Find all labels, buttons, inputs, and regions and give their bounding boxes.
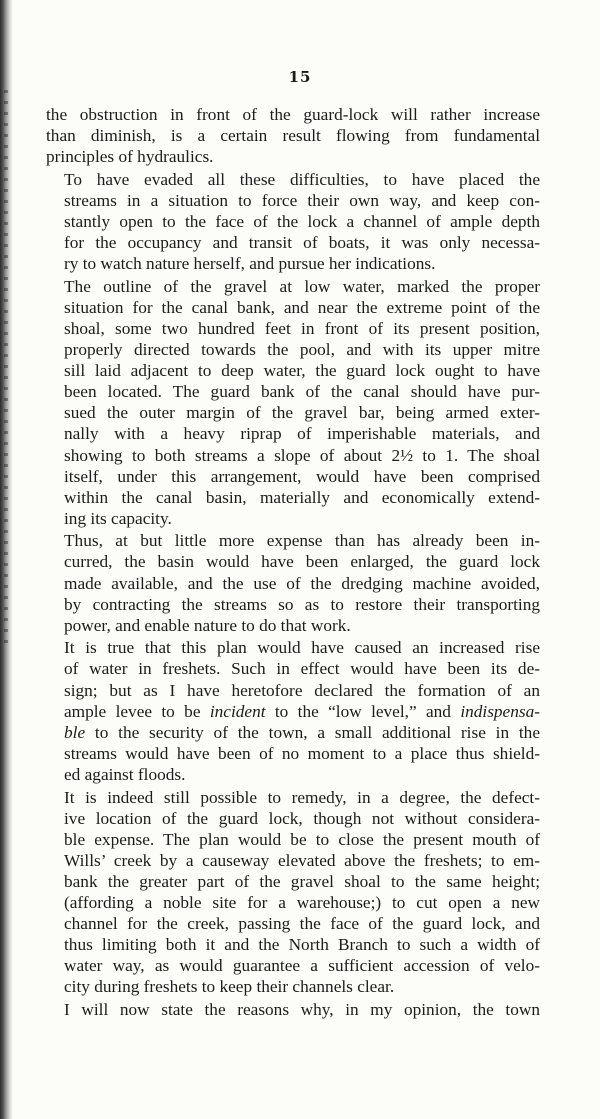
text-line: sill laid adjacent to deep water, the guard lock ought to have	[64, 361, 540, 381]
text-line: Thus, at but little more expense than has already been in-	[64, 531, 540, 551]
text-line: ry to watch nature herself, and pursue her indications.	[64, 254, 436, 274]
paragraph	[46, 787, 540, 998]
paragraph	[46, 104, 540, 167]
page-number: 15	[288, 68, 312, 86]
text-line: shoal, some two hundred feet in front of its present position,	[64, 318, 540, 338]
text-line: (affording a noble site for a warehouse;) to cut open a new	[64, 892, 540, 912]
binding-marks	[4, 90, 8, 650]
text-line: of water in freshets. Such in effect would have been its de-	[64, 659, 540, 679]
text-line: water way, as would guarantee a sufficient accession of velo-	[64, 956, 540, 976]
text-line: than diminish, is a certain result flowing from fundamental	[46, 126, 540, 146]
text-line: the obstruction in front of the guard-lock will rather increase	[46, 105, 540, 124]
text-line: ive location of the guard lock, though not without considera-	[64, 808, 540, 828]
text-line: thus limiting both it and the North Branch to such a width of	[64, 935, 540, 955]
scanned-binding-edge	[0, 0, 13, 1119]
text-line: ed against floods.	[64, 764, 186, 784]
text-line: It is true that this plan would have caused an increased rise	[64, 638, 540, 658]
text-line: showing to both streams a slope of about 2½ to 1. The shoal	[64, 445, 540, 465]
text-line: sued the outer margin of the gravel bar, being armed exter-	[64, 403, 540, 423]
text-line: principles of hydraulics.	[46, 147, 214, 167]
paragraph	[46, 530, 540, 635]
text-line: curred, the basin would have been enlarged, the guard lock	[64, 552, 540, 572]
text-line: Wills’ creek by a causeway elevated above the freshets; to em-	[64, 850, 540, 870]
text-line: power, and enable nature to do that work.	[64, 615, 351, 635]
text-line: by contracting the streams so as to restore their transporting	[64, 594, 540, 614]
text-line: properly directed towards the pool, and with its upper mitre	[64, 340, 540, 360]
text-line: ble to the security of the town, a small additional rise in the	[64, 722, 540, 742]
text-line: ing its capacity.	[64, 508, 172, 528]
text-line: bank the greater part of the gravel shoal to the same height;	[64, 871, 540, 891]
text-line: It is indeed still possible to remedy, in a degree, the defect-	[64, 787, 540, 807]
text-line: sign; but as I have heretofore declared the formation of an	[64, 680, 540, 700]
text-line: channel for the creek, passing the face of the guard lock, and	[64, 914, 540, 934]
text-line: I will now state the reasons why, in my opinion, the town	[64, 999, 540, 1019]
text-line: nally with a heavy riprap of imperishable materials, and	[64, 424, 540, 444]
paragraph	[46, 999, 540, 1020]
text-line: within the canal basin, materially and economically extend-	[64, 487, 540, 507]
text-line: ble expense. The plan would be to close the present mouth of	[64, 829, 540, 849]
text-line: The outline of the gravel at low water, marked the proper	[64, 276, 540, 296]
text-line: stantly open to the face of the lock a channel of ample depth	[64, 211, 540, 231]
body-text	[46, 104, 540, 1022]
text-line: streams in a situation to force their own way, and keep con-	[64, 190, 540, 210]
text-line: ample levee to be incident to the “low level,” and indispensa-	[64, 701, 540, 721]
text-line: itself, under this arrangement, would have been comprised	[64, 466, 540, 486]
text-line: streams would have been of no moment to a place thus shield-	[64, 743, 540, 763]
text-line: made available, and the use of the dredging machine avoided,	[64, 573, 540, 593]
paragraph	[46, 637, 540, 785]
text-line: city during freshets to keep their channels clear.	[64, 977, 395, 997]
paragraph	[46, 169, 540, 274]
text-line: been located. The guard bank of the canal should have pur-	[64, 382, 540, 402]
text-line: To have evaded all these difficulties, to have placed the	[64, 169, 540, 189]
text-line: for the occupancy and transit of boats, it was only necessa-	[64, 233, 540, 253]
paragraph	[46, 276, 540, 529]
text-line: situation for the canal bank, and near the extreme point of the	[64, 297, 540, 317]
